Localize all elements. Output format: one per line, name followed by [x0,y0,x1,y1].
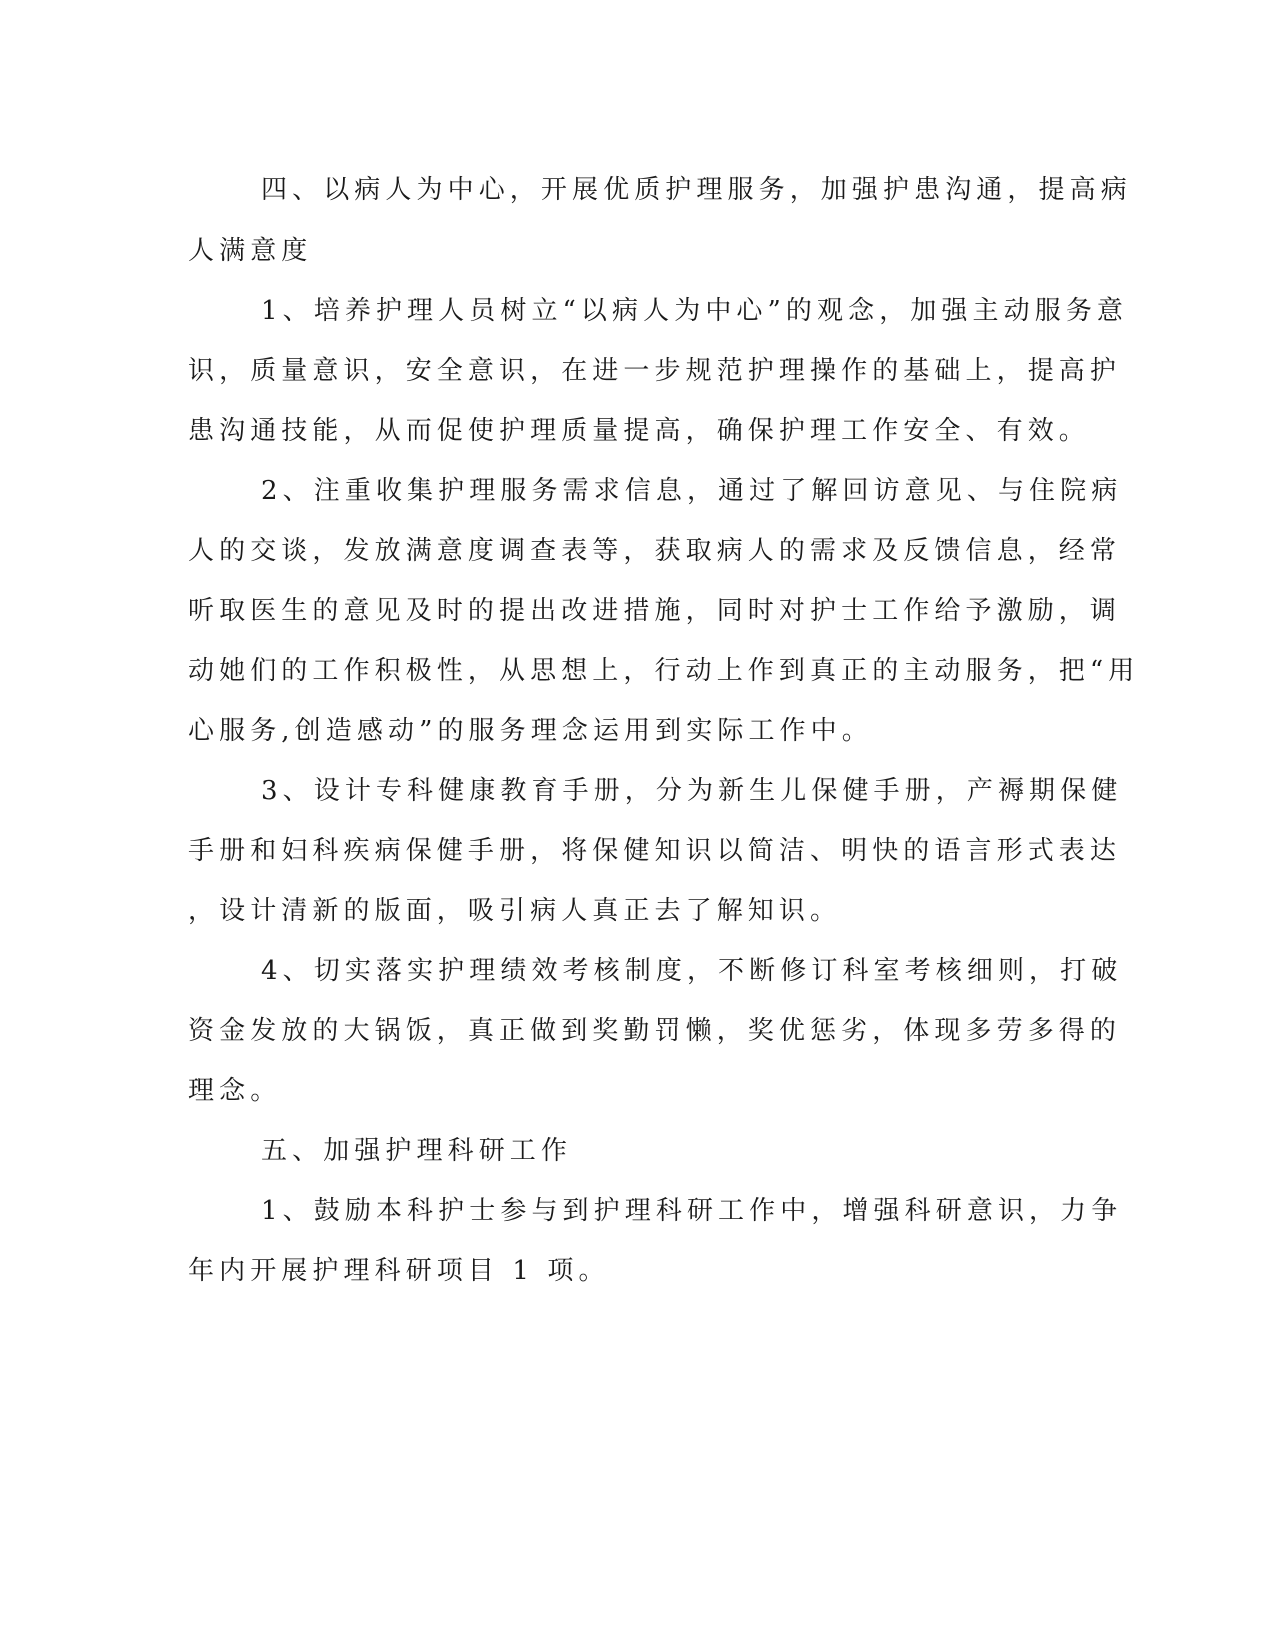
paragraph-4-4-line-2: 资金发放的大锅饭，真正做到奖勤罚懒，奖优惩劣，体现多劳多得的 [188,1016,1122,1046]
paragraph-4-2-line-1: 2、注重收集护理服务需求信息，通过了解回访意见、与住院病 [261,476,1123,506]
paragraph-4-2-line-5: 心服务,创造感动”的服务理念运用到实际工作中。 [188,716,873,746]
paragraph-4-1-line-2: 识，质量意识，安全意识，在进一步规范护理操作的基础上，提高护 [188,356,1122,386]
paragraph-4-4-line-1: 4、切实落实护理绩效考核制度，不断修订科室考核细则，打破 [261,956,1123,986]
paragraph-4-2-line-3: 听取医生的意见及时的提出改进措施，同时对护士工作给予激励，调 [188,596,1122,626]
section-heading-4-line-2: 人满意度 [188,236,313,266]
paragraph-4-2-line-2: 人的交谈，发放满意度调查表等，获取病人的需求及反馈信息，经常 [188,536,1122,566]
paragraph-5-1-line-1: 1、鼓励本科护士参与到护理科研工作中，增强科研意识，力争 [261,1196,1123,1226]
section-heading-5: 五、加强护理科研工作 [261,1136,573,1166]
paragraph-4-1-line-3: 患沟通技能，从而促使护理质量提高，确保护理工作安全、有效。 [188,416,1090,446]
paragraph-4-2-line-4: 动她们的工作积极性，从思想上，行动上作到真正的主动服务，把“用 [188,656,1140,686]
paragraph-4-1-line-1: 1、培养护理人员树立“以病人为中心”的观念，加强主动服务意 [261,296,1129,326]
paragraph-4-3-line-3: ，设计清新的版面，吸引病人真正去了解知识。 [188,896,842,926]
paragraph-4-3-line-2: 手册和妇科疾病保健手册，将保健知识以简洁、明快的语言形式表达 [188,836,1122,866]
paragraph-4-4-line-3: 理念。 [188,1076,282,1106]
section-heading-4-line-1: 四、以病人为中心，开展优质护理服务，加强护患沟通，提高病 [261,175,1132,205]
paragraph-4-3-line-1: 3、设计专科健康教育手册，分为新生儿保健手册，产褥期保健 [261,776,1123,806]
paragraph-5-1-line-2: 年内开展护理科研项目 1 项。 [188,1256,610,1286]
